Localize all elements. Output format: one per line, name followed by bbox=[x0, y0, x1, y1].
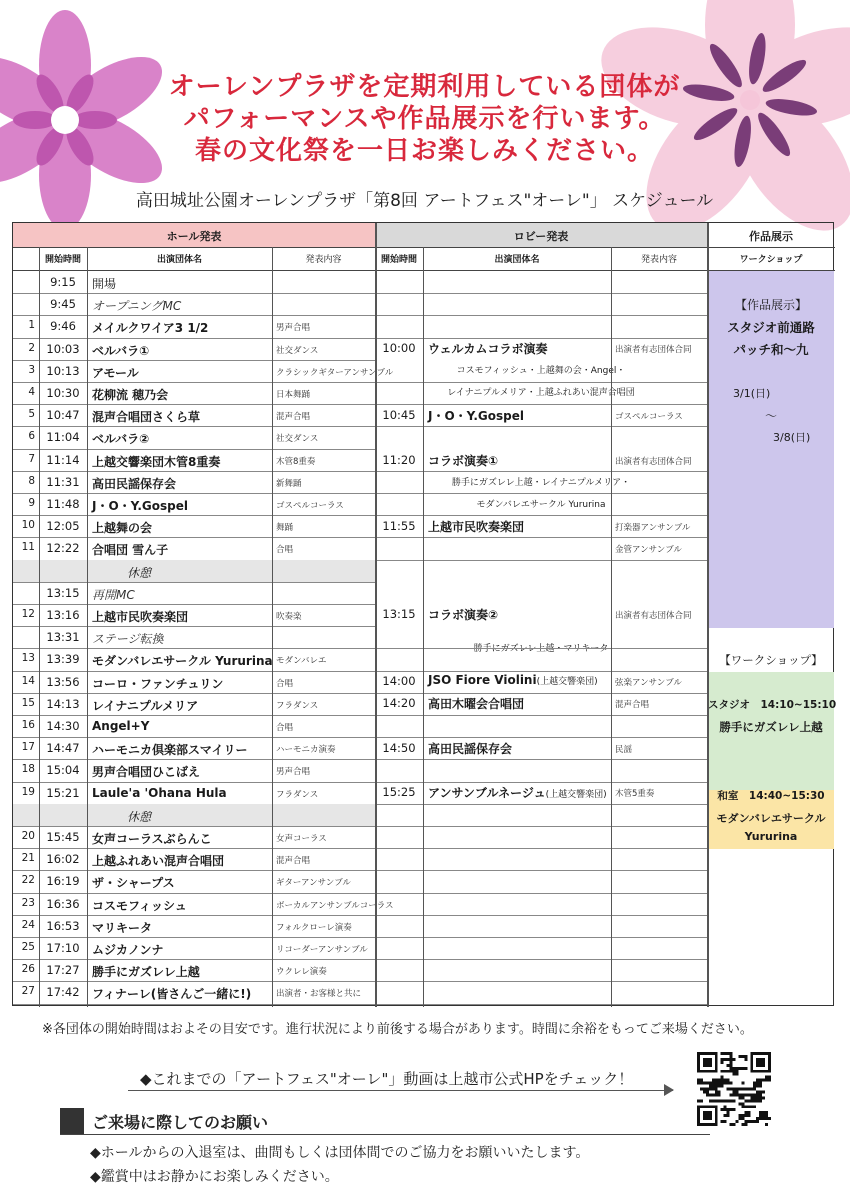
hall-time: 15:21 bbox=[46, 785, 80, 800]
row-divider bbox=[375, 893, 708, 894]
hall-content: 日本舞踊 bbox=[276, 390, 311, 400]
row-number: 12 bbox=[21, 608, 35, 620]
hall-content: ゴスペルコーラス bbox=[276, 501, 344, 511]
timing-note: ※各団体の開始時間はおよその目安です。進行状況により前後する場合があります。時間に余裕をもってご来場ください。 bbox=[42, 1022, 753, 1037]
hall-start-time-header: 開始時間 bbox=[44, 255, 81, 265]
row-divider bbox=[13, 648, 375, 649]
hall-time: 9:45 bbox=[50, 297, 76, 312]
hall-performer: Laule'a 'Ohana Hula bbox=[92, 785, 227, 800]
hall-content: ボーカルアンサンブルコーラス bbox=[276, 900, 394, 911]
exhibit-place: スタジオ前通路 bbox=[727, 320, 815, 335]
row-divider bbox=[13, 582, 375, 583]
hall-content: フォルクローレ演奏 bbox=[276, 922, 352, 933]
hall-time: 15:45 bbox=[46, 830, 80, 844]
row-divider bbox=[13, 471, 375, 472]
hall-performer: 上越ふれあい混声合唱団 bbox=[92, 854, 225, 869]
hall-content: 舞踊 bbox=[276, 523, 294, 534]
lobby-content: 出演者有志団体合同 bbox=[615, 611, 692, 621]
lobby-time: 14:20 bbox=[382, 696, 416, 710]
row-divider bbox=[13, 493, 375, 494]
row-divider bbox=[13, 737, 375, 738]
hall-time: 10:30 bbox=[46, 386, 80, 400]
hall-time: 14:30 bbox=[46, 719, 80, 733]
row-number: 27 bbox=[21, 985, 35, 998]
row-divider bbox=[13, 338, 375, 339]
workshop-washitsu-name-2: Yururina bbox=[744, 830, 798, 843]
lobby-performer-name: アンサンブルネージュ bbox=[428, 786, 546, 800]
lobby-time: 13:15 bbox=[382, 607, 416, 621]
row-divider bbox=[375, 870, 708, 871]
headline-line-3: 春の文化祭を一日お楽しみください。 bbox=[194, 136, 654, 166]
column-divider bbox=[272, 247, 273, 1007]
hall-time: 11:31 bbox=[46, 474, 80, 489]
column-divider bbox=[375, 223, 377, 1007]
lobby-content: 民謡 bbox=[615, 745, 633, 755]
row-divider bbox=[13, 782, 375, 783]
section-marker-icon bbox=[60, 1108, 84, 1134]
hall-time: 13:16 bbox=[46, 608, 80, 622]
row-number: 8 bbox=[28, 474, 35, 487]
hall-time: 17:27 bbox=[46, 963, 80, 978]
lobby-note: 勝手にガズレレ上越・レイナニプルメリア・ bbox=[451, 478, 631, 488]
lobby-performer-affiliation: (上越交響楽団) bbox=[545, 790, 607, 800]
row-number: 13 bbox=[21, 652, 35, 665]
row-number: 19 bbox=[21, 785, 35, 798]
workshop-washitsu-time: 和室 14:40~15:30 bbox=[717, 790, 825, 802]
hall-performer-header: 出演団体名 bbox=[156, 255, 202, 265]
hall-time: 11:48 bbox=[46, 497, 80, 511]
column-divider bbox=[39, 247, 40, 1007]
row-divider bbox=[375, 737, 708, 738]
row-divider bbox=[375, 648, 708, 649]
row-divider bbox=[375, 826, 708, 827]
workshop-studio-time: スタジオ 14:10~15:10 bbox=[708, 699, 837, 711]
row-divider bbox=[13, 826, 375, 827]
hall-content: モダンバレエ bbox=[276, 656, 327, 667]
hall-time: 10:47 bbox=[46, 408, 80, 423]
hall-performer: 開場 bbox=[92, 277, 117, 291]
lobby-time: 10:00 bbox=[382, 341, 416, 355]
break-label: 休憩 bbox=[127, 809, 152, 824]
headline-line-1: オーレンプラザを定期利用している団体が bbox=[168, 72, 681, 102]
exhibit-title: パッチ和～九 bbox=[733, 342, 809, 357]
hall-performer: コーロ・ファンチュリン bbox=[92, 676, 224, 691]
row-divider bbox=[375, 382, 708, 383]
lobby-content-header: 発表内容 bbox=[640, 255, 677, 265]
hall-content: ウクレレ演奏 bbox=[276, 967, 327, 978]
hall-performer: オープニングMC bbox=[92, 299, 182, 314]
row-number: 21 bbox=[21, 852, 35, 865]
hall-time: 16:19 bbox=[46, 874, 80, 889]
lobby-performer bbox=[423, 784, 611, 801]
row-divider bbox=[375, 515, 708, 516]
hall-performer: ベルバラ② bbox=[92, 432, 150, 447]
hall-time: 9:46 bbox=[50, 319, 76, 334]
hall-performer: コスモフィッシュ bbox=[92, 898, 187, 913]
row-divider bbox=[375, 471, 708, 472]
row-divider bbox=[13, 537, 375, 538]
break-label: 休憩 bbox=[127, 565, 152, 580]
lobby-note: レイナニプルメリア・上越ふれあい混声合唱団 bbox=[447, 388, 635, 398]
hall-time: 16:53 bbox=[46, 918, 80, 933]
row-divider bbox=[13, 382, 375, 383]
lobby-content: 金管アンサンブル bbox=[615, 545, 682, 555]
row-divider bbox=[13, 449, 375, 450]
hall-content: 合唱 bbox=[276, 545, 294, 556]
row-divider bbox=[13, 715, 375, 716]
lobby-note: モダンバレエサークル Yururina bbox=[476, 500, 606, 510]
lobby-time: 11:20 bbox=[382, 453, 416, 467]
header-divider bbox=[13, 247, 835, 248]
row-divider bbox=[13, 293, 375, 294]
row-divider bbox=[375, 848, 708, 849]
exhibit-date-from: 3/1(日) bbox=[733, 387, 771, 400]
hall-performer: フィナーレ(皆さんご一緒に!) bbox=[92, 987, 252, 1002]
row-divider bbox=[375, 315, 708, 316]
headline-line-2: パフォーマンスや作品展示を行います。 bbox=[183, 104, 666, 134]
row-divider bbox=[13, 360, 375, 361]
row-number: 24 bbox=[21, 918, 35, 931]
row-divider bbox=[375, 693, 708, 694]
row-divider bbox=[375, 915, 708, 916]
hall-content: ギターアンサンブル bbox=[276, 878, 351, 889]
row-divider bbox=[13, 626, 375, 627]
row-divider bbox=[375, 981, 708, 982]
hall-content: フラダンス bbox=[276, 789, 319, 800]
row-divider bbox=[375, 560, 708, 561]
row-number: 22 bbox=[21, 874, 35, 887]
row-number: 26 bbox=[21, 963, 35, 976]
lobby-performer: コラボ演奏① bbox=[428, 454, 499, 468]
hall-performer: 上越舞の会 bbox=[92, 521, 153, 536]
lobby-content: 弦楽アンサンブル bbox=[615, 678, 682, 688]
request-divider bbox=[60, 1134, 710, 1135]
request-section-header bbox=[60, 1108, 540, 1134]
hall-time: 11:04 bbox=[46, 430, 80, 445]
hall-performer: アモール bbox=[92, 365, 139, 380]
row-divider bbox=[375, 338, 708, 339]
hall-content-header: 発表内容 bbox=[305, 255, 342, 265]
column-divider bbox=[707, 223, 709, 1007]
hall-performer: 合唱団 雪ん子 bbox=[92, 543, 169, 558]
hall-performer: マリキータ bbox=[92, 920, 153, 935]
lobby-performer-name: JSO Fiore Violini bbox=[428, 673, 537, 687]
row-divider bbox=[375, 782, 708, 783]
hall-content: 男声合唱 bbox=[276, 323, 311, 334]
row-number: 18 bbox=[21, 763, 35, 776]
hall-performer: ステージ転換 bbox=[92, 632, 164, 647]
hall-time: 12:22 bbox=[46, 541, 80, 556]
lobby-content: 出演者有志団体合同 bbox=[615, 345, 692, 355]
hall-performer: ハーモニカ倶楽部スマイリー bbox=[92, 743, 248, 758]
row-number: 16 bbox=[21, 719, 35, 731]
hall-performer: メイルクワイア3 1/2 bbox=[92, 321, 209, 336]
lobby-performer-affiliation: (上越交響楽団) bbox=[536, 677, 598, 687]
row-divider bbox=[13, 515, 375, 516]
workshop-washitsu-name: モダンバレエサークル bbox=[716, 812, 826, 825]
lobby-performer: ウェルカムコラボ演奏 bbox=[428, 342, 548, 356]
lobby-content: ゴスペルコーラス bbox=[615, 412, 683, 422]
lobby-performer: 上越市民吹奏楽団 bbox=[428, 520, 525, 534]
exhibit-date-tilde: ～ bbox=[764, 409, 777, 423]
hall-performer: Angel+Y bbox=[92, 719, 150, 733]
lobby-performer: 高田民謡保存会 bbox=[428, 742, 513, 756]
hall-performer: ムジカノンナ bbox=[92, 943, 164, 957]
hall-time: 13:15 bbox=[46, 585, 80, 600]
row-number: 9 bbox=[28, 497, 35, 509]
row-number: 6 bbox=[28, 430, 35, 443]
lobby-performer bbox=[423, 673, 611, 687]
row-number: 1 bbox=[28, 319, 35, 332]
hall-performer: 高田民謡保存会 bbox=[92, 476, 177, 491]
row-divider bbox=[13, 915, 375, 916]
row-divider bbox=[13, 1004, 375, 1005]
hall-time: 11:14 bbox=[46, 452, 80, 467]
lobby-performer: 高田木曜会合唱団 bbox=[428, 697, 525, 711]
lobby-header: ロビー発表 bbox=[513, 230, 569, 243]
row-divider bbox=[13, 981, 375, 982]
hall-time: 17:10 bbox=[46, 941, 80, 955]
lobby-time: 15:25 bbox=[382, 785, 416, 799]
hall-content: ハーモニカ演奏 bbox=[276, 745, 336, 756]
request-item-2: ◆鑑賞中はお静かにお楽しみください。 bbox=[90, 1169, 339, 1185]
row-divider bbox=[13, 959, 375, 960]
row-number: 25 bbox=[21, 941, 35, 953]
row-number: 15 bbox=[21, 696, 35, 709]
workshop-header: ワークショップ bbox=[739, 255, 803, 265]
hall-time: 10:03 bbox=[46, 341, 80, 356]
hall-time: 13:31 bbox=[46, 630, 80, 645]
row-divider bbox=[13, 759, 375, 760]
hall-performer: 上越市民吹奏楽団 bbox=[92, 610, 189, 624]
hall-content: 混声合唱 bbox=[276, 856, 311, 867]
row-number: 14 bbox=[21, 674, 35, 687]
lobby-performer: J・O・Y.Gospel bbox=[428, 409, 525, 423]
lobby-time: 14:50 bbox=[382, 741, 416, 755]
row-divider bbox=[375, 537, 708, 538]
row-divider bbox=[375, 293, 708, 294]
column-divider bbox=[423, 247, 424, 1007]
lobby-content: 混声合唱 bbox=[615, 700, 650, 710]
row-divider bbox=[375, 804, 708, 805]
row-divider bbox=[13, 404, 375, 405]
lobby-content: 打楽器アンサンブル bbox=[615, 523, 691, 533]
hall-content: 男声合唱 bbox=[276, 767, 311, 778]
row-number: 10 bbox=[21, 519, 35, 532]
hall-time: 15:04 bbox=[46, 763, 80, 778]
video-link-text[interactable]: ◆これまでの「アートフェス"オーレ"」動画は上越市公式HPをチェック！ bbox=[140, 1070, 634, 1088]
hall-header: ホール発表 bbox=[166, 230, 222, 243]
hall-content: 合唱 bbox=[276, 678, 294, 689]
hall-performer: J・O・Y.Gospel bbox=[92, 499, 189, 513]
schedule-subtitle: 高田城址公園オーレンプラザ「第8回 アートフェス"オーレ"」 スケジュール bbox=[135, 191, 714, 211]
workshop-label: 【ワークショップ】 bbox=[719, 653, 823, 667]
column-divider bbox=[611, 247, 612, 1007]
hall-content: 新舞踊 bbox=[276, 478, 302, 489]
qr-code-icon[interactable] bbox=[697, 1052, 771, 1126]
hall-time: 14:47 bbox=[46, 741, 80, 756]
hall-time: 10:13 bbox=[46, 363, 80, 378]
hall-content: 木管8重奏 bbox=[276, 456, 316, 467]
hall-content: 社交ダンス bbox=[276, 345, 319, 356]
hall-performer: ベルバラ① bbox=[92, 343, 150, 358]
row-divider bbox=[375, 759, 708, 760]
hall-content: 吹奏楽 bbox=[276, 612, 302, 622]
arrow-right-icon bbox=[664, 1084, 674, 1096]
hall-performer: 上越交響楽団木管8重奏 bbox=[92, 454, 221, 469]
lobby-note: コスモフィッシュ・上越舞の会・Angel・ bbox=[456, 366, 626, 376]
hall-content: 混声合唱 bbox=[276, 412, 311, 423]
lobby-performer-header: 出演団体名 bbox=[494, 255, 540, 265]
hall-time: 13:39 bbox=[46, 652, 80, 667]
arrow-line bbox=[128, 1090, 673, 1091]
hall-content: フラダンス bbox=[276, 700, 319, 711]
row-divider bbox=[13, 893, 375, 894]
row-divider bbox=[13, 315, 375, 316]
hall-time: 12:05 bbox=[46, 519, 80, 534]
column-divider bbox=[87, 247, 88, 1007]
row-number: 4 bbox=[28, 386, 35, 398]
workshop-studio-name: 勝手にガズレレ上越 bbox=[719, 720, 823, 734]
row-divider bbox=[375, 671, 708, 672]
hall-performer: レイナニプルメリア bbox=[92, 698, 199, 713]
hall-performer: 女声コーラスぶらんこ bbox=[92, 832, 212, 846]
exhibit-header: 作品展示 bbox=[749, 230, 793, 243]
lobby-note: 勝手にガズレレ上越・マリキータ bbox=[473, 644, 609, 654]
hall-content: リコーダーアンサンブル bbox=[276, 945, 368, 955]
row-divider bbox=[13, 937, 375, 938]
lobby-time: 14:00 bbox=[382, 674, 416, 688]
hall-performer: 男声合唱団ひこばえ bbox=[92, 765, 201, 780]
row-divider bbox=[375, 715, 708, 716]
hall-performer: 花柳流 穂乃会 bbox=[92, 388, 169, 402]
hall-time: 9:15 bbox=[50, 275, 76, 289]
lobby-time: 10:45 bbox=[382, 408, 416, 422]
row-divider bbox=[13, 848, 375, 849]
hall-content: 女声コーラス bbox=[276, 834, 327, 844]
row-number: 20 bbox=[21, 830, 35, 842]
row-number: 23 bbox=[21, 896, 35, 909]
hall-content: 合唱 bbox=[276, 723, 294, 733]
schedule-table bbox=[12, 222, 837, 1006]
lobby-time: 11:55 bbox=[382, 519, 416, 533]
hall-performer: 勝手にガズレレ上越 bbox=[92, 965, 200, 980]
row-divider bbox=[375, 426, 708, 427]
lobby-content: 出演者有志団体合同 bbox=[615, 457, 692, 467]
row-number: 3 bbox=[28, 363, 35, 376]
row-number: 5 bbox=[28, 408, 35, 421]
row-divider bbox=[375, 959, 708, 960]
exhibit-date-to: 3/8(日) bbox=[773, 431, 811, 444]
hall-time: 13:56 bbox=[46, 674, 80, 689]
hall-time: 16:36 bbox=[46, 896, 80, 911]
lobby-performer: コラボ演奏② bbox=[428, 608, 499, 622]
hall-performer: モダンバレエサークル Yururina bbox=[92, 654, 273, 669]
row-number: 2 bbox=[28, 341, 35, 354]
hall-performer: 混声合唱団さくら草 bbox=[92, 410, 201, 425]
exhibit-label: 【作品展示】 bbox=[734, 298, 807, 312]
row-divider bbox=[13, 870, 375, 871]
hall-time: 14:13 bbox=[46, 696, 80, 711]
row-divider bbox=[375, 937, 708, 938]
row-number: 11 bbox=[21, 541, 35, 554]
row-divider bbox=[375, 404, 708, 405]
lobby-content: 木管5重奏 bbox=[615, 789, 655, 799]
hall-time: 16:02 bbox=[46, 852, 80, 867]
row-divider bbox=[13, 693, 375, 694]
request-title: ご来場に際してのお願い bbox=[92, 1113, 269, 1132]
row-divider bbox=[375, 1004, 708, 1005]
row-divider bbox=[375, 493, 708, 494]
hall-content: 出演者・お客様と共に bbox=[276, 989, 362, 1000]
request-item-1: ◆ホールからの入退室は、曲間もしくは団体間でのご協力をお願いいたします。 bbox=[90, 1145, 590, 1161]
row-number: 17 bbox=[21, 741, 35, 754]
hall-performer: ザ・シャープス bbox=[92, 876, 175, 891]
row-number: 7 bbox=[28, 452, 35, 465]
hall-content: クラシックギターアンサンブル bbox=[276, 367, 394, 378]
lobby-start-time-header: 開始時間 bbox=[380, 255, 417, 265]
hall-performer: 再開MC bbox=[92, 587, 135, 602]
row-divider bbox=[13, 426, 375, 427]
row-divider bbox=[13, 671, 375, 672]
row-divider bbox=[13, 604, 375, 605]
hall-content: 社交ダンス bbox=[276, 434, 319, 445]
header-divider bbox=[13, 270, 835, 271]
hall-time: 17:42 bbox=[46, 985, 80, 1000]
